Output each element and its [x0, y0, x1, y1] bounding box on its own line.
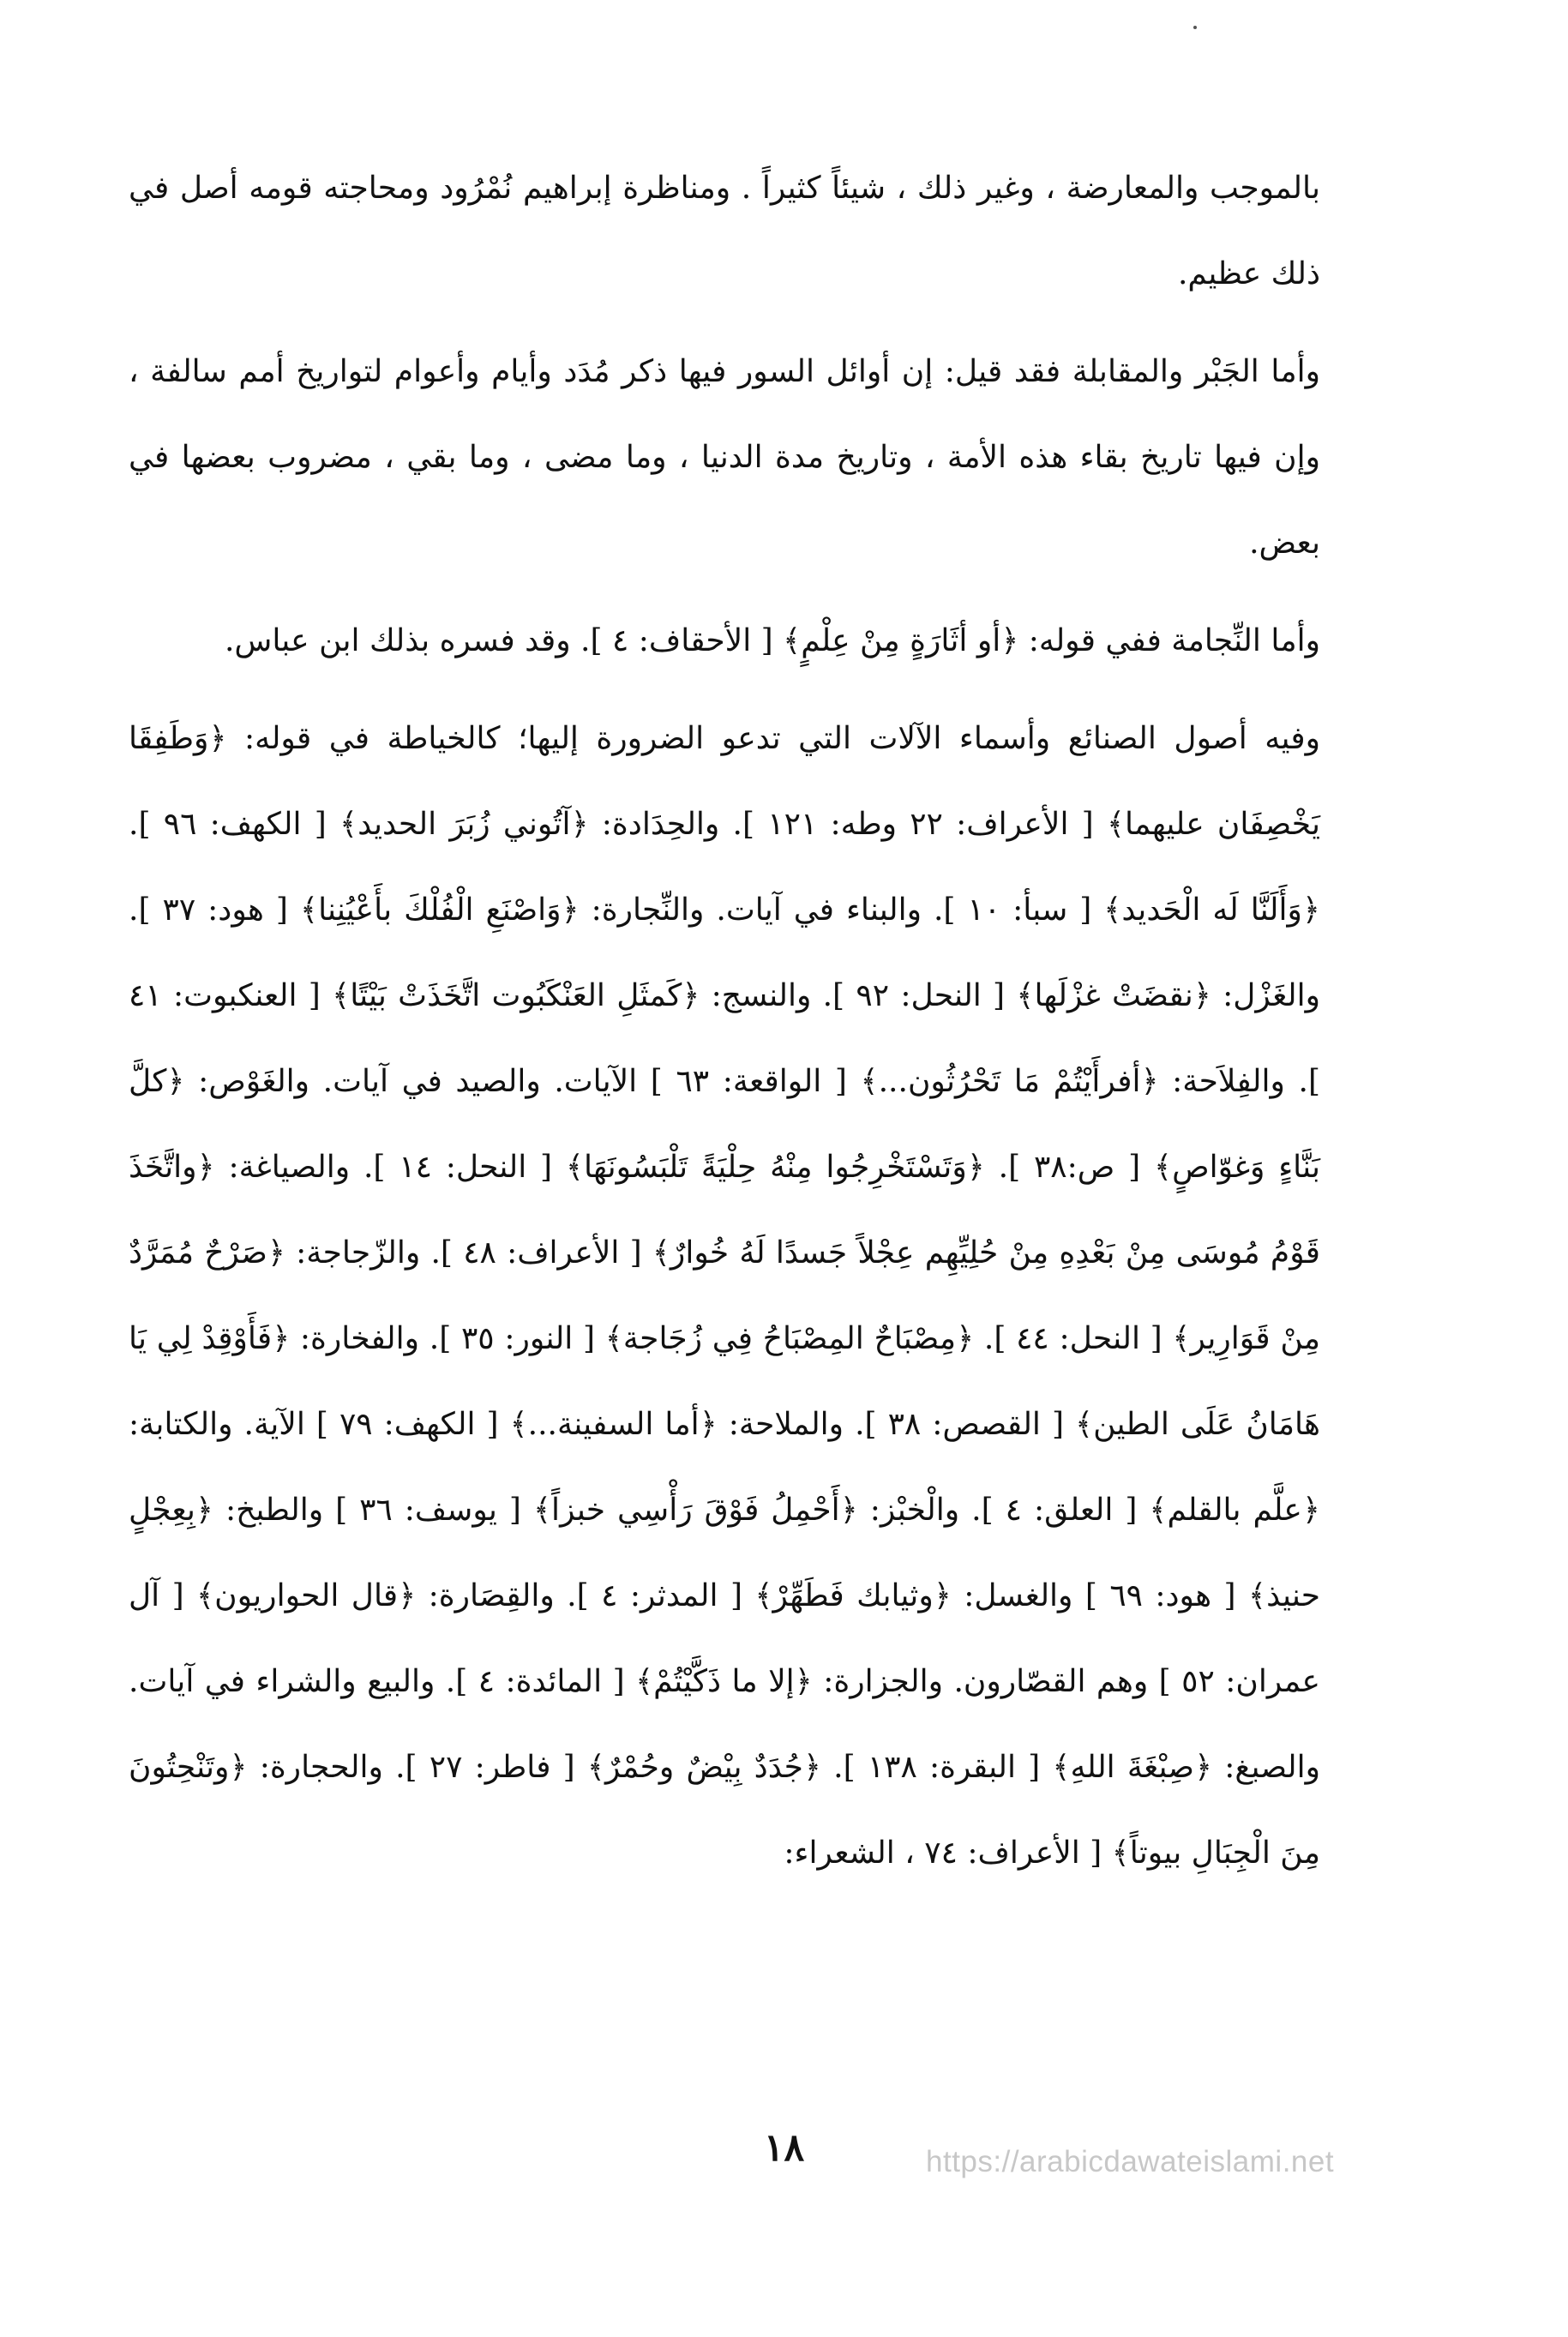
paragraph-1: بالموجب والمعارضة ، وغير ذلك ، شيئاً كثيراً . ومناظرة إبراهيم نُمْرُود ومحاجته قومه أصل في ذلك عظيم. [129, 171, 1320, 291]
paragraph-4: وفيه أصول الصنائع وأسماء الآلات التي تدعو الضرورة إليها؛ كالخياطة في قوله: ﴿وَطَفِقَا يَخْصِفَان عليهما﴾ [ الأعراف: ٢٢ وطه: ١٢١ ]. والحِدَادة: ﴿آتُوني زُبَرَ الحديد﴾ [ الكهف: ٩٦ ]. ﴿وَأَلَنَّا لَه الْحَديد﴾ [ سبأ: ١٠ ]. والبناء في آيات. والنِّجارة: ﴿وَاصْنَعِ الْفُلْكَ بأَعْيُنِنا﴾ [ هود: ٣٧ ]. والغَزْل: ﴿نقضَتْ غزْلَها﴾ [ النحل: ٩٢ ]. والنسج: ﴿كَمثَلِ العَنْكَبُوت اتَّخَذَتْ بَيْتًا﴾ [ العنكبوت: ٤١ ]. والفِلاَحة: ﴿أفرأَيْتُمْ مَا تَحْرُثُون...﴾ [ الواقعة: ٦٣ ] الآيات. والصيد في آيات. والغَوْص: ﴿كلَّ بَنَّاءٍ وَغوّاصٍ﴾ [ ص:٣٨ ]. ﴿وَتَسْتَخْرِجُوا مِنْهُ حِلْيَةً تَلْبَسُونَهَا﴾ [ النحل: ١٤ ]. والصياغة: ﴿واتَّخَذَ قَوْمُ مُوسَى مِنْ بَعْدِهِ مِنْ حُلِيِّهِم عِجْلاً جَسدًا لَهُ خُوارٌ﴾ [ الأعراف: ٤٨ ]. والزّجاجة: ﴿صَرْحٌ مُمَرَّدٌ مِنْ قَوَارِير﴾ [ النحل: ٤٤ ]. ﴿مِصْبَاحٌ المِصْبَاحُ فِي زُجَاجة﴾ [ النور: ٣٥ ]. والفخارة: ﴿فَأَوْقِدْ لِي يَا هَامَانُ عَلَى الطين﴾ [ القصص: ٣٨ ]. والملاحة: ﴿أما السفينة...﴾ [ الكهف: ٧٩ ] الآية. والكتابة: ﴿علَّم بالقلم﴾ [ العلق: ٤ ]. والْخبْز: ﴿أَحْمِلُ فَوْقَ رَأْسِي خبزاً﴾ [ يوسف: ٣٦ ] والطبخ: ﴿بِعِجْلٍ حنيذ﴾ [ هود: ٦٩ ] والغسل: ﴿وثيابك فَطَهِّرْ﴾ [ المدثر: ٤ ]. والقِصَارة: ﴿قال الحواريون﴾ [ آل عمران: ٥٢ ] وهم القصّارون. والجزارة: ﴿إلا ما ذَكَّيْتُمْ﴾ [ المائدة: ٤ ]. والبيع والشراء في آيات. والصبغ: ﴿صِبْغَةَ اللهِ﴾ [ البقرة: ١٣٨ ]. ﴿جُدَدٌ بِيْضٌ وحُمْرٌ﴾ [ فاطر: ٢٧ ]. والحجارة: ﴿وتَنْحِتُونَ مِنَ الْجِبَالِ بيوتاً﴾ [ الأعراف: ٧٤ ، الشعراء: [129, 721, 1321, 1871]
watermark-url: https://arabicdawateislami.net [926, 2145, 1335, 2178]
page-number: ١٨ [763, 2126, 805, 2170]
scan-speck [1193, 26, 1197, 29]
paragraph-2: وأما الجَبْر والمقابلة فقد قيل: إن أوائل السور فيها ذكر مُدَد وأيام وأعوام لتواريخ أمم سالفة ، وإن فيها تاريخ بقاء هذه الأمة ، وتاريخ مدة الدنيا ، وما مضى ، وما بقي ، مضروب بعضها في بعض. [129, 354, 1320, 561]
body-text [129, 146, 1320, 1896]
paragraph-3: وأما النِّجامة ففي قوله: ﴿أو أثَارَةٍ مِنْ عِلْمٍ﴾ [ الأحقاف: ٤ ]. وقد فسره بذلك ابن عباس. [224, 623, 1320, 658]
